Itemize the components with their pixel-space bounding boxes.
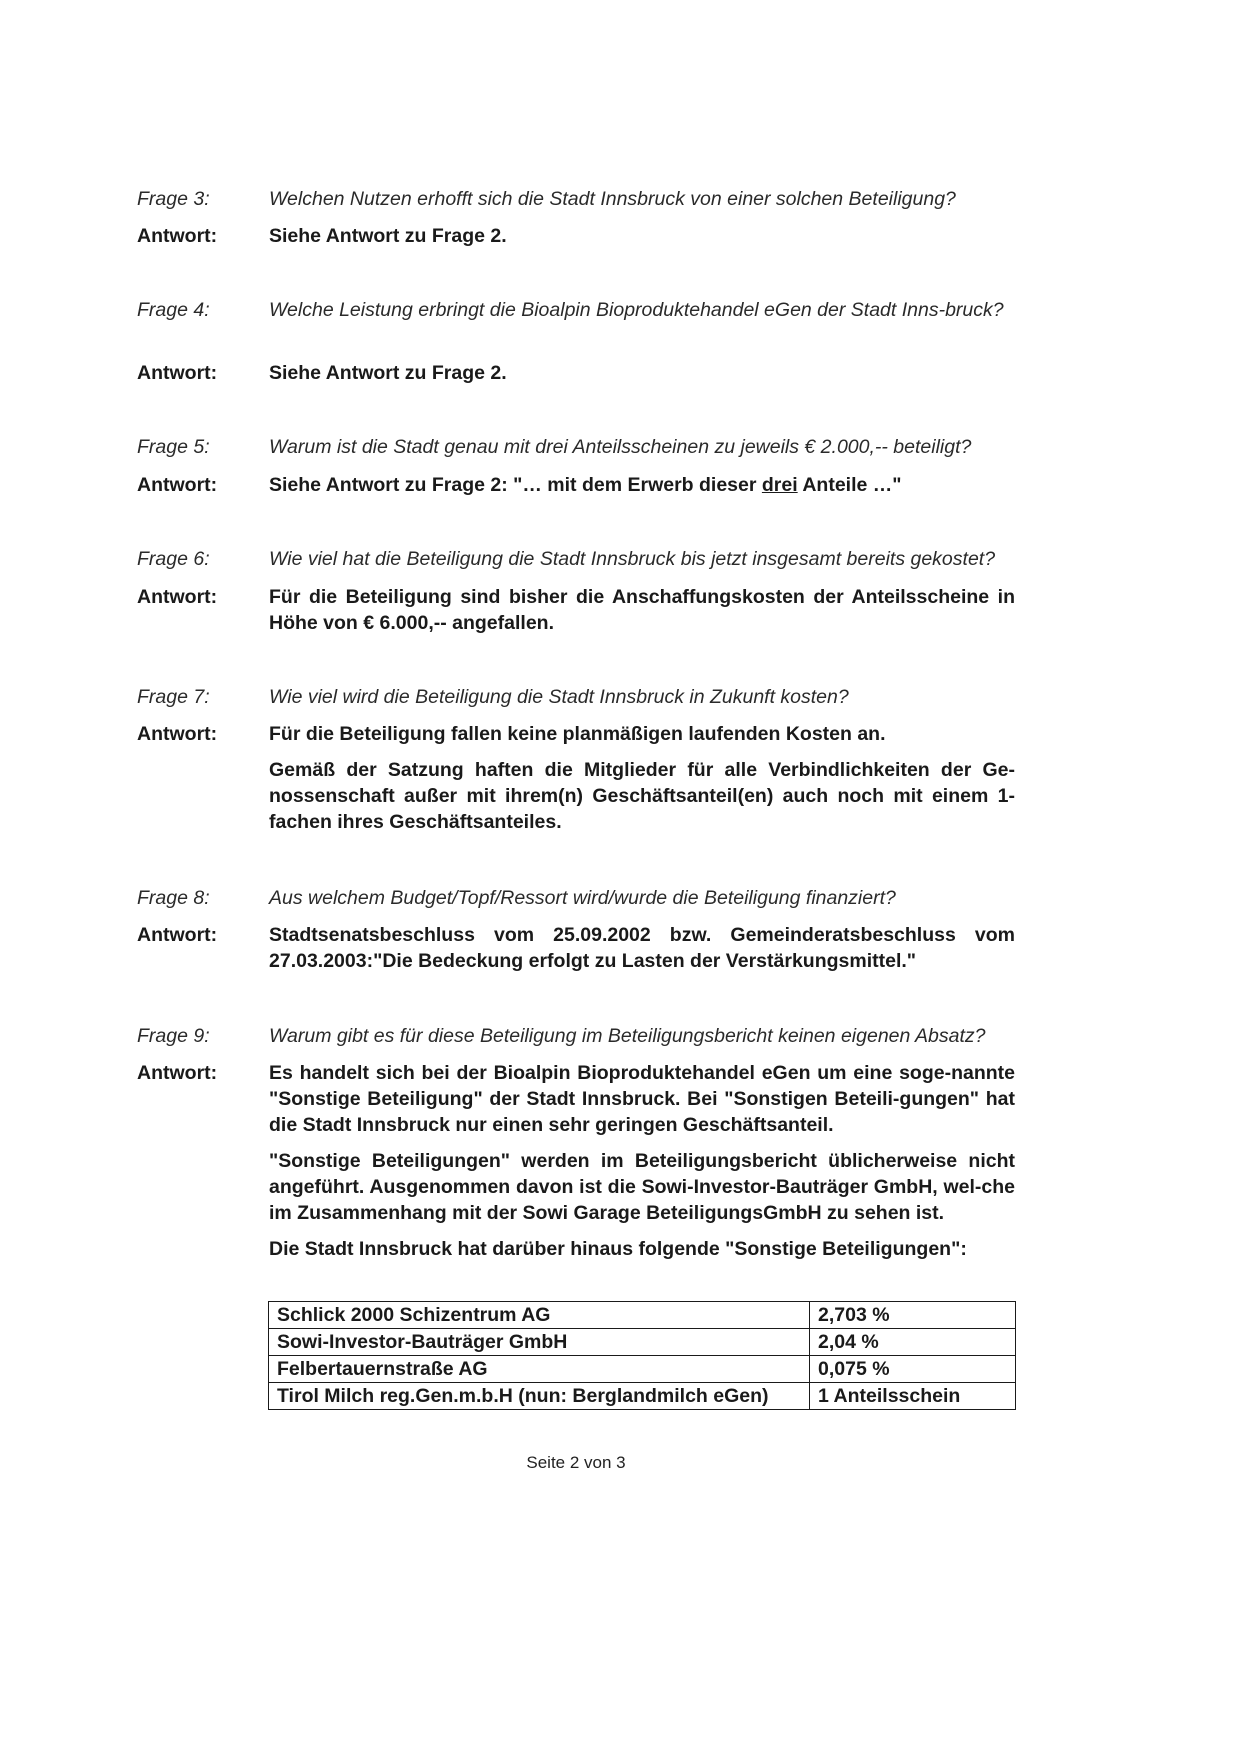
question-label: Frage 5: xyxy=(137,436,210,458)
question-text: Wie viel hat die Beteiligung die Stadt Innsbruck bis jetzt insgesamt bereits gekostet? xyxy=(269,548,996,570)
answer-text xyxy=(269,472,1015,498)
answer-text: Die Stadt Innsbruck hat darüber hinaus folgende "Sonstige Beteiligungen": xyxy=(269,1238,967,1260)
question-text: Welche Leistung erbringt die Bioalpin Bioproduktehandel eGen der Stadt Inns-bruck? xyxy=(269,299,1004,321)
question-text: Warum ist die Stadt genau mit drei Anteilsscheinen zu jeweils € 2.000,-- beteiligt? xyxy=(269,436,972,458)
answer-label: Antwort: xyxy=(137,225,218,247)
answer-label: Antwort: xyxy=(137,1062,218,1084)
answer-pre: Siehe Antwort zu Frage 2: "… mit dem Erwerb dieser xyxy=(269,474,762,496)
answer-text: "Sonstige Beteiligungen" werden im Beteiligungsbericht üblicherweise nicht angeführt. Ausgenommen davon ist die Sowi-Investor-Bauträger GmbH, wel-che im Zusammenhang mit der Sowi Garage BeteiligungsGmbH zu sehen ist. xyxy=(269,1150,1015,1224)
question-text: Welchen Nutzen erhofft sich die Stadt Innsbruck von einer solchen Beteiligung? xyxy=(269,188,956,210)
question-text: Aus welchem Budget/Topf/Ressort wird/wurde die Beteiligung finanziert? xyxy=(269,887,896,909)
question-7 xyxy=(137,684,1015,710)
table-cell-value: 2,04 % xyxy=(810,1329,1016,1356)
question-8 xyxy=(137,885,1015,911)
answer-post: Anteile …" xyxy=(797,474,902,496)
answer-text: Es handelt sich bei der Bioalpin Bioproduktehandel eGen um eine soge-nannte "Sonstige Beteiligung" der Stadt Innsbruck. Bei "Sonstigen Beteili-gungen" hat die Stadt Innsbruck nur einen sehr geringen Geschäftsanteil. xyxy=(269,1062,1015,1136)
beteiligungen-table xyxy=(268,1301,1016,1410)
question-6 xyxy=(137,546,1015,572)
question-text: Wie viel wird die Beteiligung die Stadt Innsbruck in Zukunft kosten? xyxy=(269,686,849,708)
question-label: Frage 4: xyxy=(137,299,210,321)
table-cell-value: 2,703 % xyxy=(810,1302,1016,1329)
answer-label: Antwort: xyxy=(137,924,218,946)
table-cell-name: Felbertauernstraße AG xyxy=(269,1356,810,1383)
answer-label: Antwort: xyxy=(137,723,218,745)
page-number: Seite 2 von 3 xyxy=(526,1453,626,1472)
answer-text: Siehe Antwort zu Frage 2. xyxy=(269,225,507,247)
answer-emphasis: drei xyxy=(761,474,798,496)
table-cell-value: 1 Anteilsschein xyxy=(810,1383,1016,1410)
question-label: Frage 6: xyxy=(137,548,210,570)
answer-text: Stadtsenatsbeschluss vom 25.09.2002 bzw. Gemeinderatsbeschluss vom 27.03.2003:"Die Bedeckung erfolgt zu Lasten der Verstärkungsmittel." xyxy=(269,924,1015,972)
answer-4 xyxy=(137,360,1015,386)
table-cell-name: Tirol Milch reg.Gen.m.b.H (nun: Berglandmilch eGen) xyxy=(269,1383,810,1410)
answer-text: Für die Beteiligung sind bisher die Anschaffungskosten der Anteilsscheine in Höhe von € 6.000,-- angefallen. xyxy=(269,586,1015,634)
table-row xyxy=(269,1329,1016,1356)
question-label: Frage 9: xyxy=(137,1025,210,1047)
question-3 xyxy=(137,186,1015,212)
table-row xyxy=(269,1356,1016,1383)
table-cell-name: Schlick 2000 Schizentrum AG xyxy=(269,1302,810,1329)
answer-9 xyxy=(137,1060,1015,1262)
table-cell-value: 0,075 % xyxy=(810,1356,1016,1383)
answer-7 xyxy=(137,721,1015,835)
question-text: Warum gibt es für diese Beteiligung im Beteiligungsbericht keinen eigenen Absatz? xyxy=(269,1025,986,1047)
table-row xyxy=(269,1383,1016,1410)
question-label: Frage 3: xyxy=(137,188,210,210)
question-9 xyxy=(137,1023,1015,1049)
answer-label: Antwort: xyxy=(137,474,218,496)
table-cell-name: Sowi-Investor-Bauträger GmbH xyxy=(269,1329,810,1356)
question-label: Frage 7: xyxy=(137,686,210,708)
table-row xyxy=(269,1302,1016,1329)
answer-label: Antwort: xyxy=(137,586,218,608)
question-4 xyxy=(137,297,1015,323)
answer-label: Antwort: xyxy=(137,362,218,384)
answer-text: Für die Beteiligung fallen keine planmäßigen laufenden Kosten an. xyxy=(269,723,886,745)
answer-8 xyxy=(137,922,1015,974)
question-label: Frage 8: xyxy=(137,887,210,909)
question-5 xyxy=(137,434,1015,460)
answer-5 xyxy=(137,472,1015,498)
answer-3 xyxy=(137,223,1015,249)
answer-text: Siehe Antwort zu Frage 2. xyxy=(269,362,507,384)
answer-6 xyxy=(137,584,1015,636)
answer-text: Gemäß der Satzung haften die Mitglieder für alle Verbindlichkeiten der Ge-nossenschaft außer mit ihrem(n) Geschäftsanteil(en) auch noch mit einem 1-fachen ihres Geschäftsanteiles. xyxy=(269,759,1015,833)
